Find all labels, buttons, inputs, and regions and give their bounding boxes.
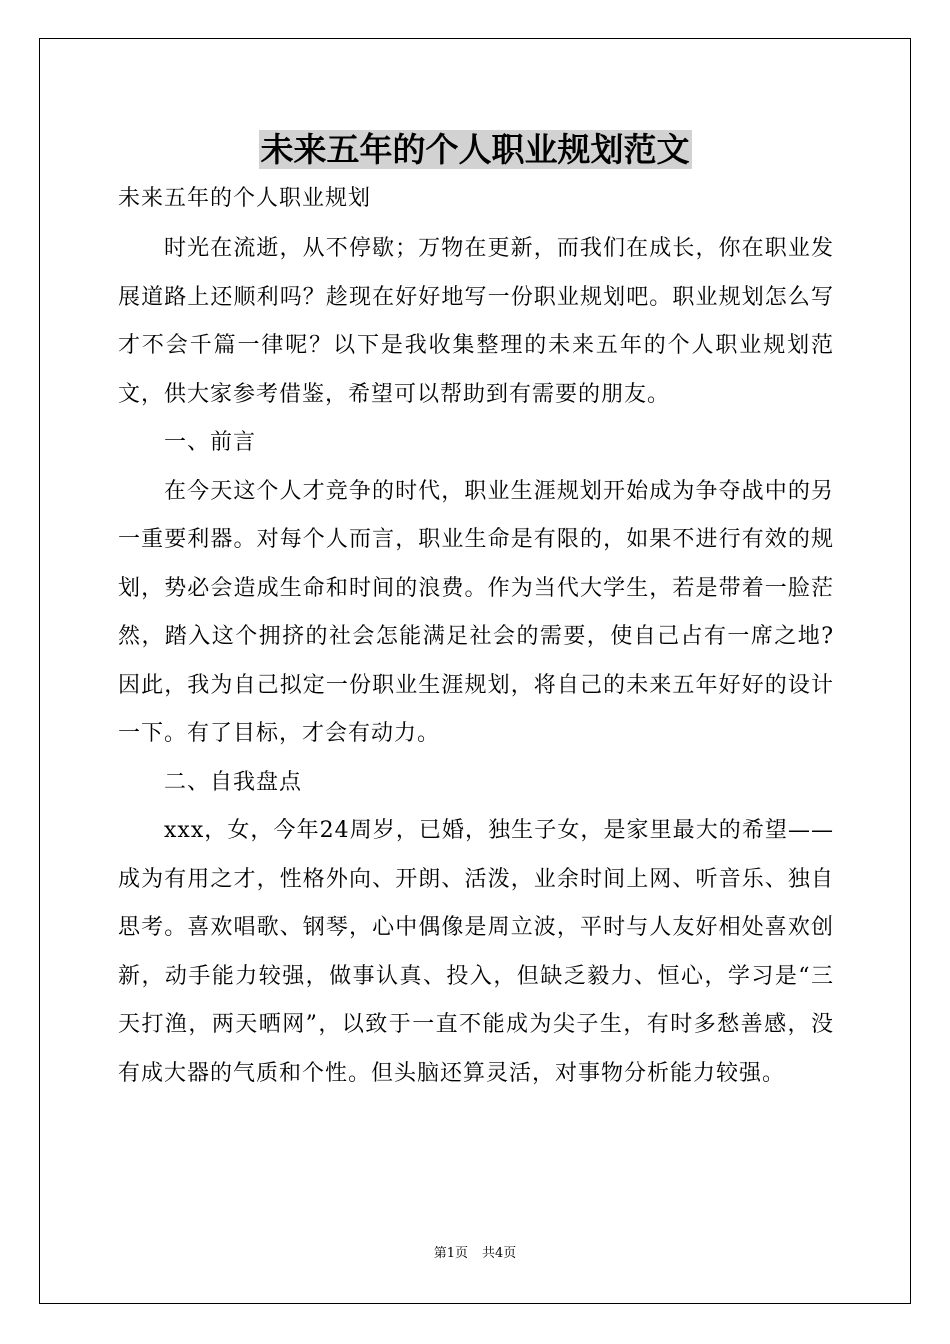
document-title [0, 124, 950, 176]
section-heading-self-assessment: 二、自我盘点 [164, 769, 303, 795]
page-number-current: 第1页 [433, 1246, 468, 1261]
paragraph-self-assessment: xxx，女，今年24周岁，已婚，独生子女，是家里最大的希望——成为有用之才，性格外向、开朗、活泼，业余时间上网、听音乐、独自思考。喜欢唱歌、钢琴，心中偶像是周立波，平时与人友好相处喜欢创新，动手能力较强，做事认真、投入，但缺乏毅力、恒心，学习是“三天打渔，两天晒网”，以致于一直不能成为尖子生，有时多愁善感，没有成大器的气质和个性。但头脑还算灵活，对事物分析能力较强。 [118, 818, 834, 1086]
document-subtitle: 未来五年的个人职业规划 [118, 186, 372, 211]
document-body [118, 225, 834, 1098]
page-footer [0, 1244, 950, 1264]
paragraph-intro: 时光在流逝，从不停歇；万物在更新，而我们在成长，你在职业发展道路上还顺利吗？趁现在好好地写一份职业规划吧。职业规划怎么写才不会千篇一律呢？以下是我收集整理的未来五年的个人职业规划范文，供大家参考借鉴，希望可以帮助到有需要的朋友。 [118, 236, 834, 407]
section-heading-preface: 一、前言 [164, 430, 257, 455]
document-title-text: 未来五年的个人职业规划范文 [260, 130, 690, 169]
page-number-total: 共4页 [482, 1246, 517, 1261]
paragraph-preface: 在今天这个人才竞争的时代，职业生涯规划开始成为争夺战中的另一重要利器。对每个人而言，职业生命是有限的，如果不进行有效的规划，势必会造成生命和时间的浪费。作为当代大学生，若是带着一脸茫然，踏入这个拥挤的社会怎能满足社会的需要，使自己占有一席之地?因此，我为自己拟定一份职业生涯规划，将自己的未来五年好好的设计一下。有了目标，才会有动力。 [118, 478, 834, 746]
